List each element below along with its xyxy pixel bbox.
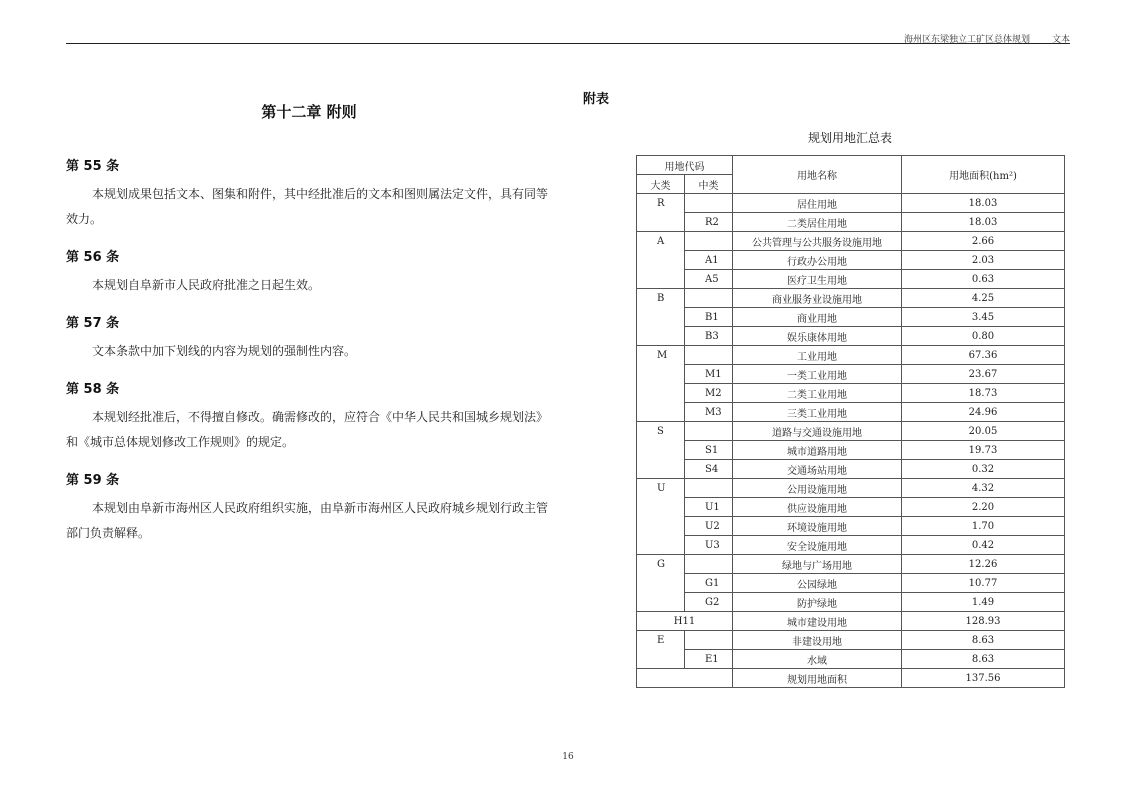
major-class-cell bbox=[637, 403, 685, 422]
land-name-cell: 供应设施用地 bbox=[733, 498, 902, 517]
land-name-cell: 工业用地 bbox=[733, 346, 902, 365]
article-body: 本规划经批准后，不得擅自修改。确需修改的，应符合《中华人民共和国城乡规划法》和《城市总体规划修改工作规则》的规定。 bbox=[66, 410, 549, 449]
table-row bbox=[637, 194, 1065, 213]
article-58 bbox=[66, 378, 556, 455]
header-land-area: 用地面积(hm²) bbox=[902, 156, 1065, 194]
medium-class-cell bbox=[685, 346, 733, 365]
table-row bbox=[637, 346, 1065, 365]
land-area-cell: 2.20 bbox=[902, 498, 1065, 517]
article-title: 第 55 条 bbox=[66, 159, 120, 174]
land-area-cell: 18.73 bbox=[902, 384, 1065, 403]
major-class-cell bbox=[637, 365, 685, 384]
land-area-cell: 0.63 bbox=[902, 270, 1065, 289]
medium-class-cell bbox=[685, 631, 733, 650]
land-area-cell: 10.77 bbox=[902, 574, 1065, 593]
land-area-cell: 3.45 bbox=[902, 308, 1065, 327]
medium-class-cell: E1 bbox=[685, 650, 733, 669]
major-class-cell bbox=[637, 517, 685, 536]
major-class-cell: H11 bbox=[637, 612, 733, 631]
major-class-cell: G bbox=[637, 555, 685, 574]
major-class-cell bbox=[637, 384, 685, 403]
major-class-cell bbox=[637, 498, 685, 517]
table-row bbox=[637, 650, 1065, 669]
table-row bbox=[637, 232, 1065, 251]
major-class-cell: B bbox=[637, 289, 685, 308]
land-name-cell: 交通场站用地 bbox=[733, 460, 902, 479]
land-area-cell: 0.32 bbox=[902, 460, 1065, 479]
land-name-cell: 一类工业用地 bbox=[733, 365, 902, 384]
appendix-title: 附表 bbox=[583, 92, 610, 107]
article-title: 第 56 条 bbox=[66, 250, 120, 265]
land-area-cell: 19.73 bbox=[902, 441, 1065, 460]
medium-class-cell: B1 bbox=[685, 308, 733, 327]
land-area-cell: 137.56 bbox=[902, 669, 1065, 688]
land-name-cell: 公园绿地 bbox=[733, 574, 902, 593]
article-title: 第 57 条 bbox=[66, 316, 120, 331]
header-rule bbox=[66, 43, 1070, 44]
table-row bbox=[637, 574, 1065, 593]
page-number: 16 bbox=[562, 752, 574, 762]
major-class-cell bbox=[637, 327, 685, 346]
medium-class-cell: R2 bbox=[685, 213, 733, 232]
land-area-cell: 18.03 bbox=[902, 194, 1065, 213]
table-row bbox=[637, 403, 1065, 422]
land-name-cell: 二类工业用地 bbox=[733, 384, 902, 403]
land-area-cell: 4.32 bbox=[902, 479, 1065, 498]
land-area-cell: 2.03 bbox=[902, 251, 1065, 270]
land-area-cell: 0.80 bbox=[902, 327, 1065, 346]
land-name-cell: 防护绿地 bbox=[733, 593, 902, 612]
major-class-cell bbox=[637, 460, 685, 479]
land-name-cell: 公共管理与公共服务设施用地 bbox=[733, 232, 902, 251]
articles-section bbox=[66, 155, 556, 560]
medium-class-cell bbox=[685, 289, 733, 308]
major-class-cell bbox=[637, 270, 685, 289]
medium-class-cell: M1 bbox=[685, 365, 733, 384]
land-name-cell: 娱乐康体用地 bbox=[733, 327, 902, 346]
major-class-cell bbox=[637, 251, 685, 270]
major-class-cell bbox=[637, 574, 685, 593]
medium-class-cell: U3 bbox=[685, 536, 733, 555]
land-name-cell: 城市道路用地 bbox=[733, 441, 902, 460]
major-class-cell bbox=[637, 441, 685, 460]
medium-class-cell: M2 bbox=[685, 384, 733, 403]
article-57 bbox=[66, 312, 556, 364]
table-row bbox=[637, 365, 1065, 384]
header-major-class: 大类 bbox=[637, 175, 685, 194]
table-row bbox=[637, 270, 1065, 289]
land-name-cell: 城市建设用地 bbox=[733, 612, 902, 631]
medium-class-cell: A1 bbox=[685, 251, 733, 270]
table-row bbox=[637, 555, 1065, 574]
land-name-cell: 规划用地面积 bbox=[733, 669, 902, 688]
medium-class-cell bbox=[685, 422, 733, 441]
land-name-cell: 公用设施用地 bbox=[733, 479, 902, 498]
land-area-cell: 20.05 bbox=[902, 422, 1065, 441]
major-class-cell: R bbox=[637, 194, 685, 213]
header-land-name: 用地名称 bbox=[733, 156, 902, 194]
land-area-cell: 23.67 bbox=[902, 365, 1065, 384]
land-area-cell: 8.63 bbox=[902, 631, 1065, 650]
table-row bbox=[637, 498, 1065, 517]
medium-class-cell: G1 bbox=[685, 574, 733, 593]
medium-class-cell: A5 bbox=[685, 270, 733, 289]
major-class-cell bbox=[637, 669, 733, 688]
table-row bbox=[637, 517, 1065, 536]
table-row bbox=[637, 384, 1065, 403]
table-body bbox=[637, 194, 1065, 688]
land-area-cell: 18.03 bbox=[902, 213, 1065, 232]
article-title: 第 59 条 bbox=[66, 473, 120, 488]
medium-class-cell bbox=[685, 194, 733, 213]
medium-class-cell: U1 bbox=[685, 498, 733, 517]
major-class-cell bbox=[637, 213, 685, 232]
article-body: 本规划成果包括文本、图集和附件，其中经批准后的文本和图则属法定文件，具有同等效力。 bbox=[66, 187, 549, 226]
major-class-cell: M bbox=[637, 346, 685, 365]
major-class-cell bbox=[637, 308, 685, 327]
major-class-cell bbox=[637, 536, 685, 555]
table-row bbox=[637, 289, 1065, 308]
land-name-cell: 水域 bbox=[733, 650, 902, 669]
major-class-cell: E bbox=[637, 631, 685, 650]
major-class-cell: S bbox=[637, 422, 685, 441]
table-row bbox=[637, 213, 1065, 232]
article-body: 本规划由阜新市海州区人民政府组织实施，由阜新市海州区人民政府城乡规划行政主管部门负责解释。 bbox=[66, 501, 549, 540]
land-area-cell: 1.49 bbox=[902, 593, 1065, 612]
table-row bbox=[637, 479, 1065, 498]
medium-class-cell bbox=[685, 232, 733, 251]
land-name-cell: 三类工业用地 bbox=[733, 403, 902, 422]
land-area-cell: 4.25 bbox=[902, 289, 1065, 308]
land-name-cell: 行政办公用地 bbox=[733, 251, 902, 270]
header-land-code: 用地代码 bbox=[637, 156, 733, 175]
land-area-cell: 67.36 bbox=[902, 346, 1065, 365]
table-row bbox=[637, 308, 1065, 327]
article-body: 本规划自阜新市人民政府批准之日起生效。 bbox=[92, 278, 321, 292]
land-area-cell: 8.63 bbox=[902, 650, 1065, 669]
land-area-cell: 24.96 bbox=[902, 403, 1065, 422]
article-59 bbox=[66, 469, 556, 546]
table-title: 规划用地汇总表 bbox=[807, 131, 892, 145]
article-55 bbox=[66, 155, 556, 232]
land-name-cell: 二类居住用地 bbox=[733, 213, 902, 232]
table-row bbox=[637, 593, 1065, 612]
medium-class-cell: U2 bbox=[685, 517, 733, 536]
table-row bbox=[637, 669, 1065, 688]
land-area-cell: 128.93 bbox=[902, 612, 1065, 631]
table-row bbox=[637, 612, 1065, 631]
medium-class-cell: M3 bbox=[685, 403, 733, 422]
major-class-cell bbox=[637, 650, 685, 669]
land-name-cell: 商业服务业设施用地 bbox=[733, 289, 902, 308]
land-name-cell: 安全设施用地 bbox=[733, 536, 902, 555]
medium-class-cell: S1 bbox=[685, 441, 733, 460]
land-area-cell: 0.42 bbox=[902, 536, 1065, 555]
medium-class-cell bbox=[685, 555, 733, 574]
medium-class-cell: B3 bbox=[685, 327, 733, 346]
land-use-table bbox=[636, 155, 1065, 688]
table-row bbox=[637, 327, 1065, 346]
table-row bbox=[637, 536, 1065, 555]
major-class-cell bbox=[637, 593, 685, 612]
land-name-cell: 环境设施用地 bbox=[733, 517, 902, 536]
article-body: 文本条款中加下划线的内容为规划的强制性内容。 bbox=[92, 344, 357, 358]
chapter-title: 第十二章 附则 bbox=[261, 103, 357, 121]
table-row bbox=[637, 251, 1065, 270]
medium-class-cell: G2 bbox=[685, 593, 733, 612]
land-name-cell: 商业用地 bbox=[733, 308, 902, 327]
major-class-cell: A bbox=[637, 232, 685, 251]
major-class-cell: U bbox=[637, 479, 685, 498]
land-area-cell: 1.70 bbox=[902, 517, 1065, 536]
medium-class-cell: S4 bbox=[685, 460, 733, 479]
table-row bbox=[637, 631, 1065, 650]
land-area-cell: 2.66 bbox=[902, 232, 1065, 251]
land-name-cell: 医疗卫生用地 bbox=[733, 270, 902, 289]
header-medium-class: 中类 bbox=[685, 175, 733, 194]
medium-class-cell bbox=[685, 479, 733, 498]
table-row bbox=[637, 460, 1065, 479]
land-name-cell: 绿地与广场用地 bbox=[733, 555, 902, 574]
article-56 bbox=[66, 246, 556, 298]
land-area-cell: 12.26 bbox=[902, 555, 1065, 574]
table-row bbox=[637, 422, 1065, 441]
land-name-cell: 居住用地 bbox=[733, 194, 902, 213]
land-name-cell: 道路与交通设施用地 bbox=[733, 422, 902, 441]
article-title: 第 58 条 bbox=[66, 382, 120, 397]
land-name-cell: 非建设用地 bbox=[733, 631, 902, 650]
table-row bbox=[637, 441, 1065, 460]
document-title: 海州区东梁独立工矿区总体规划 bbox=[903, 35, 1030, 45]
document-type: 文本 bbox=[1051, 35, 1070, 45]
